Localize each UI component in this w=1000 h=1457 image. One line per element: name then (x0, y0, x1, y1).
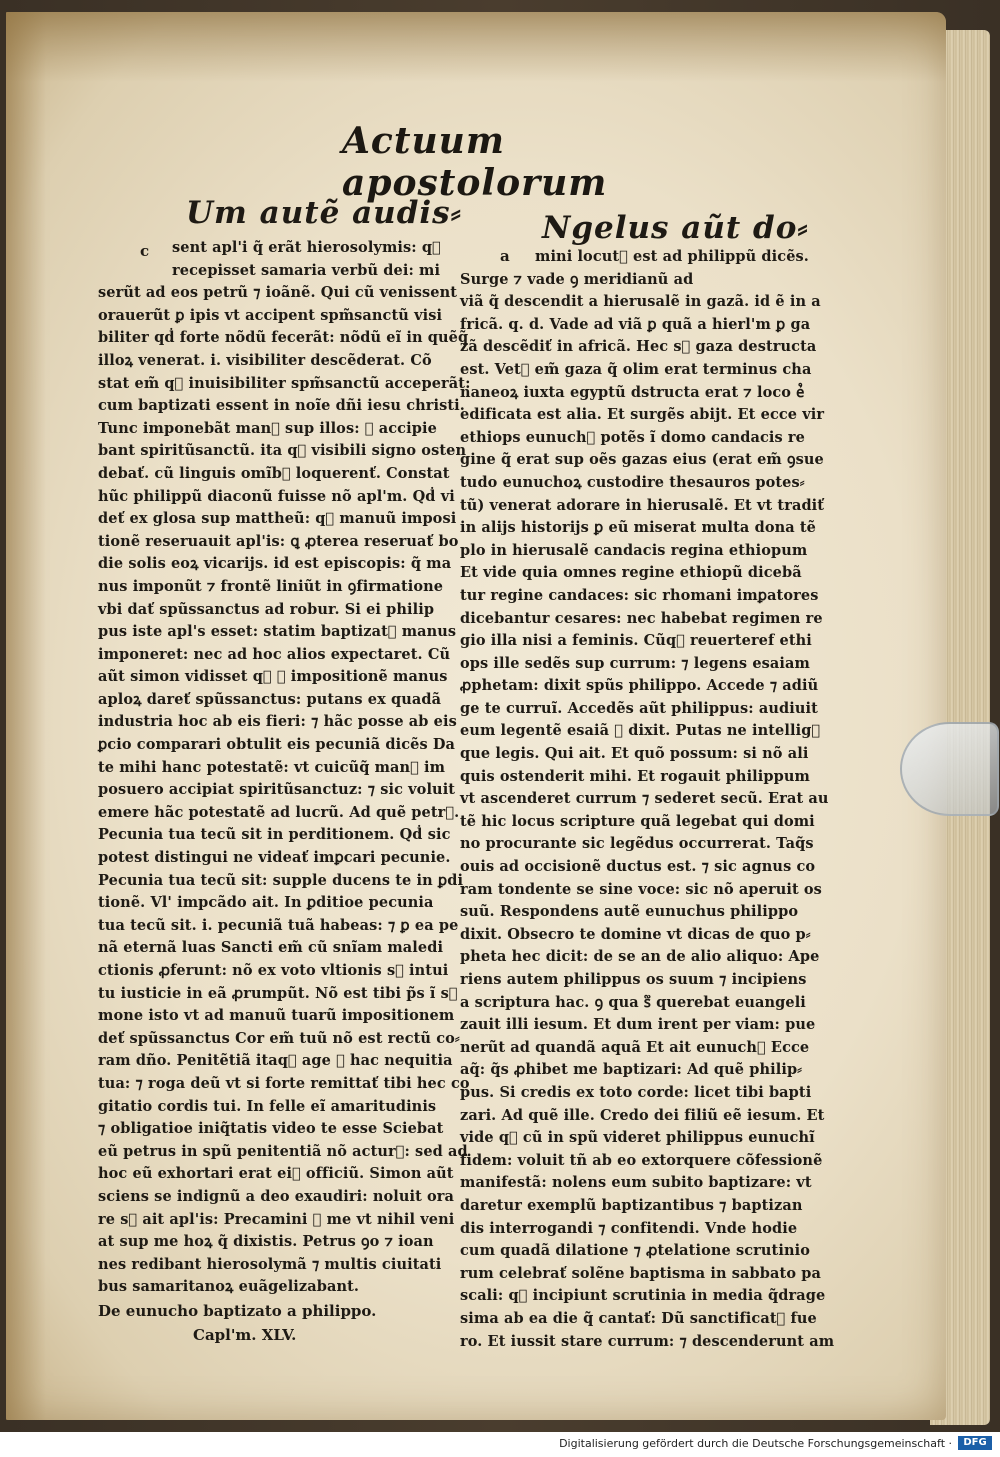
text-line: fidem: voluit tñ ab eo extorquere cõfessionẽ (460, 1151, 823, 1169)
text-line: gio illa nisi a feminis. Cũq᷒ reuerteref ethi (460, 632, 812, 650)
right-column-lines (460, 246, 835, 1353)
text-line: serũt ad eos petrũ ⁊ ioãnẽ. Qui cũ venissent (98, 284, 458, 302)
text-line: tionẽ. Vl' impcãdo ait. In ꝑditioe pecunia (98, 894, 434, 912)
text-line: ⁊ obligatioe iniq̃tatis video te esse Sciebat (98, 1120, 444, 1138)
text-line: deť ex glosa sup mattheũ: q᷑ manuũ imposi (98, 510, 457, 528)
plastic-page-clip (900, 722, 999, 816)
text-line: industria hoc ab eis fieri: ⁊ hãc posse ab eis (98, 713, 457, 731)
text-line: tionẽ reseruauit apl'is: ꝗ ꝓterea reseruať bo (98, 532, 459, 550)
text-line: te mihi hanc potestatẽ: vt cuicũq̃ man᷒ im (98, 758, 446, 776)
text-line: biliter qḋ forte nõdũ fecerãt: nõdũ eĩ in quẽq̃ (98, 329, 469, 347)
text-line: hũc philippũ diaconũ fuisse nõ apl'm. Qḋ vi (98, 487, 455, 505)
text-line: gitatio cordis tui. In felle eĩ amaritudinis (98, 1097, 437, 1115)
running-head: Actuum apostolorum (342, 120, 608, 204)
text-line: nerũt ad quandã aquã Et ait eunuch᷒ Ecce (460, 1038, 810, 1056)
text-line: eũ petrus in spũ penitentiã nõ actur᷒: sed ad (98, 1142, 468, 1160)
text-line: recepisset samaria verbũ dei: mi (172, 261, 441, 279)
text-line: viã q̃ descendit a hierusalẽ in gazã. id ẽ in a (460, 293, 821, 311)
text-line: Pecunia tua tecũ sit in perditionem. Qḋ sic (98, 826, 451, 844)
text-line: at sup me hoꝝ q̃ dixistis. Petrus ꝯo ⁊ ioan (98, 1233, 434, 1251)
text-line: ethiops eunuch᷒ potẽs ĩ domo candacis re (460, 428, 805, 446)
text-line: fricã. q. d. Vade ad viã ꝑ quã a hierl'm ꝑ ga (460, 315, 811, 333)
dfg-logo: DFG (958, 1436, 992, 1450)
text-line: potest distingui ne videať imꝑcari pecunie. (98, 849, 451, 867)
text-line: vt ascenderet currum ⁊ sederet secũ. Erat au (460, 790, 829, 808)
initial-line-right: Ngelus aũt do⸗ (542, 210, 809, 246)
text-line: tua: ⁊ roga deũ vt si forte remittať tibi hec co (98, 1074, 470, 1092)
text-line: vide q᷑ cũ in spũ videret philippus eunuchĩ (460, 1129, 815, 1147)
text-line: emere hãc potestatẽ ad lucrũ. Ad quẽ petr᷒. (98, 803, 460, 821)
text-line: ram tondente se sine voce: sic nõ aperuit os (460, 880, 822, 898)
text-line: mini locut᷒ est ad philippũ dicẽs. (535, 248, 809, 265)
text-line: dixit. Obsecro te domine vt dicas de quo p⸗ (460, 925, 811, 943)
text-line: Surge ⁊ vade ꝯ meridianũ ad (460, 270, 694, 288)
text-line: aploꝝ dareť spũssanctus: putans ex quadã (98, 690, 442, 708)
text-line: Tunc imponebãt man᷒ sup illos: ⁊ accipie (98, 419, 437, 437)
text-line: cum baptizati essent in noĩe dñi iesu christi. (98, 397, 465, 415)
text-line: pheta hec dicit: de se an de alio aliquo: Ape (460, 948, 820, 966)
text-line: tua tecũ sit. i. pecuniã tuã habeas: ⁊ ꝑ ea pe (98, 916, 459, 934)
text-line: stat em̃ q᷑ inuisibiliter spm̃sanctũ acceperãt: (98, 374, 471, 392)
text-line: tudo eunuchoꝝ custodire thesauros potes⸗ (460, 473, 805, 491)
text-line: nes redibant hierosolymã ⁊ multis ciuitati (98, 1255, 442, 1273)
text-line: die solis eoꝝ vicarijs. id est episcopis: q̃ ma (98, 555, 452, 573)
text-line: ro. Et iussit stare currum: ⁊ descenderunt am (460, 1332, 835, 1350)
text-line: debať. cũ linguis omĩb᷒ loquerenť. Constat (98, 464, 450, 482)
text-line: zã descẽdiť in africã. Hec s᷑ gaza destructa (460, 338, 817, 356)
text-line: edificata est alia. Et surgẽs abijt. Et ecce vir (460, 406, 825, 424)
text-line: riens autem philippus os suum ⁊ incipiens (460, 971, 807, 988)
text-line: ꝑcio comparari obtulit eis pecuniã dicẽs Da (98, 736, 456, 754)
text-line: gine q̃ erat sup oẽs gazas eius (erat em̃ ꝯsue (460, 451, 824, 469)
text-line: imponeret: nec ad hoc alios expectaret. Cũ (98, 645, 451, 663)
text-line: bus samaritanoꝝ euãgelizabant. (98, 1278, 360, 1296)
text-line: naneoꝝ iuxta egyptũ dstructa erat ⁊ loco e᷒ (460, 383, 805, 401)
text-line: zari. Ad quẽ ille. Credo dei filiũ eẽ iesum. Et (460, 1106, 825, 1124)
chapter-heading: De eunucho baptizato a philippo. (98, 1301, 377, 1320)
text-line: scali: q᷑ incipiunt scrutinia in media q̃drage (460, 1287, 826, 1305)
text-line: posuero accipiat spiritũsanctuz: ⁊ sic voluit (98, 781, 456, 799)
text-line: orauerũt ꝑ ipis vt accipent spm̃sanctũ visi (98, 306, 443, 324)
text-line: hoc eũ exhortari erat ei᷒ officiũ. Simon aũt (98, 1165, 454, 1183)
text-line: aũt simon vidisset q᷑ ꝑ impositionẽ manus (98, 668, 448, 686)
text-line: Pecunia tua tecũ sit: supple ducens te in ꝑdi (98, 871, 464, 889)
text-line: no procurante sic legẽdus occurrerat. Taq̃s (460, 835, 814, 853)
text-line: tẽ hic locus scripture quã legebat qui domi (460, 812, 815, 830)
text-line: Et vide quia omnes regine ethiopũ dicebã (460, 564, 802, 582)
text-line: eum legentẽ esaiã ⁊ dixit. Putas ne intellig᷑ (460, 722, 821, 740)
text-line: illoꝝ venerat. i. visibiliter descẽderat. Cõ (98, 351, 432, 369)
text-line: zauit illi iesum. Et dum irent per viam: pue (460, 1016, 816, 1034)
text-line: ouis ad occisionẽ ductus est. ⁊ sic agnus co (460, 858, 816, 876)
text-line: tur regine candaces: sic rhomani imꝑatores (460, 586, 819, 604)
text-line: cum quadã dilatione ⁊ ꝓtelatione scrutinio (460, 1242, 810, 1260)
text-line: dicebantur cesares: nec habebat regimen re (460, 609, 823, 627)
text-line: plo in hierusalẽ candacis regina ethiopum (460, 541, 808, 559)
left-stain (6, 12, 46, 1420)
text-line: nã eternã luas Sancti em̃ cũ snĩam maledi (98, 939, 444, 957)
text-line: mone isto vt ad manuũ tuarũ impositionem (98, 1007, 455, 1025)
left-column-lines (98, 237, 471, 1299)
text-line: bant spiritũsanctũ. ita q᷑ visibili signo osten (98, 442, 467, 460)
footer-credit: Digitalisierung gefördert durch die Deutsche Forschungsgemeinschaft · (559, 1437, 952, 1450)
chapter-number: Capl'm. XLV. (193, 1325, 297, 1344)
text-line: que legis. Qui ait. Et quõ possum: si nõ ali (460, 745, 809, 763)
text-line: tu iusticie in eã ꝓrumpũt. Nõ est tibi p̃s ĩ s᷑ (98, 984, 458, 1002)
text-line: daretur exemplũ baptizantibus ⁊ baptizan (460, 1196, 803, 1214)
text-line: ꝓphetam: dixit spũs philippo. Accede ⁊ adiũ (460, 677, 819, 695)
text-line: ops ille sedẽs sup currum: ⁊ legens esaiam (460, 654, 810, 672)
top-stain (6, 12, 946, 82)
text-line: in alijs historijs ꝑ eũ miserat multa dona tẽ (460, 519, 816, 537)
text-line: nus imponũt ⁊ frontẽ liniũt in ꝯfirmatione (98, 577, 444, 595)
text-line: re s᷑ ait apl'is: Precamini ꝑ me vt nihil veni (98, 1210, 455, 1228)
text-line: quis ostenderit mihi. Et rogauit philippum (460, 767, 810, 785)
initial-line-left: Um autẽ audis⸗ (186, 195, 462, 231)
text-line: sima ab ea die q̃ cantať: Dũ sanctificat᷒ fue (460, 1309, 817, 1327)
guide-letter-right: a (500, 247, 510, 265)
text-line: ge te curruĩ. Accedẽs aũt philippus: audiuit (460, 699, 818, 717)
text-line: vbi dať spũssanctus ad robur. Si ei philip (98, 600, 435, 618)
text-line: ctionis ꝓferunt: nõ ex voto vltionis s᷑ intui (98, 962, 449, 979)
text-line: tũ) venerat adorare in hierusalẽ. Et vt tradiť (460, 496, 825, 514)
text-line: est. Vet᷒ em̃ gaza q̃ olim erat terminus cha (460, 360, 812, 378)
text-line: rum celebrať solẽne baptisma in sabbato pa (460, 1264, 821, 1282)
text-line: dis interrogandi ⁊ confitendi. Vnde hodie (460, 1219, 798, 1237)
text-line: suũ. Respondens autẽ eunuchus philippo (460, 903, 799, 921)
text-line: aq̃: q̃s ꝓhibet me baptizari: Ad quẽ philip⸗ (460, 1061, 803, 1079)
text-line: sciens se indignũ a deo exaudiri: noluit ora (98, 1187, 455, 1205)
text-line: sent apl'i q̃ erãt hierosolymis: q᷑ (172, 239, 441, 256)
text-line: pus. Si credis ex toto corde: licet tibi bapti (460, 1083, 812, 1101)
text-line: a scriptura hac. ꝯ qua s᷑ querebat euangeli (460, 993, 806, 1011)
text-line: pus iste apl's esset: statim baptizat᷒ manus (98, 623, 457, 641)
text-line: manifestã: nolens eum subito baptizare: vt (460, 1174, 812, 1192)
text-line: ram dño. Penitẽtiã itaq᷒ age ꝑ hac nequitia (98, 1052, 453, 1070)
text-line: deť spũssanctus Cor em̃ tuũ nõ est rectũ co⸗ (98, 1029, 460, 1047)
guide-letter-left: c (140, 242, 150, 260)
right-column (460, 210, 835, 1353)
left-column (98, 195, 471, 1347)
